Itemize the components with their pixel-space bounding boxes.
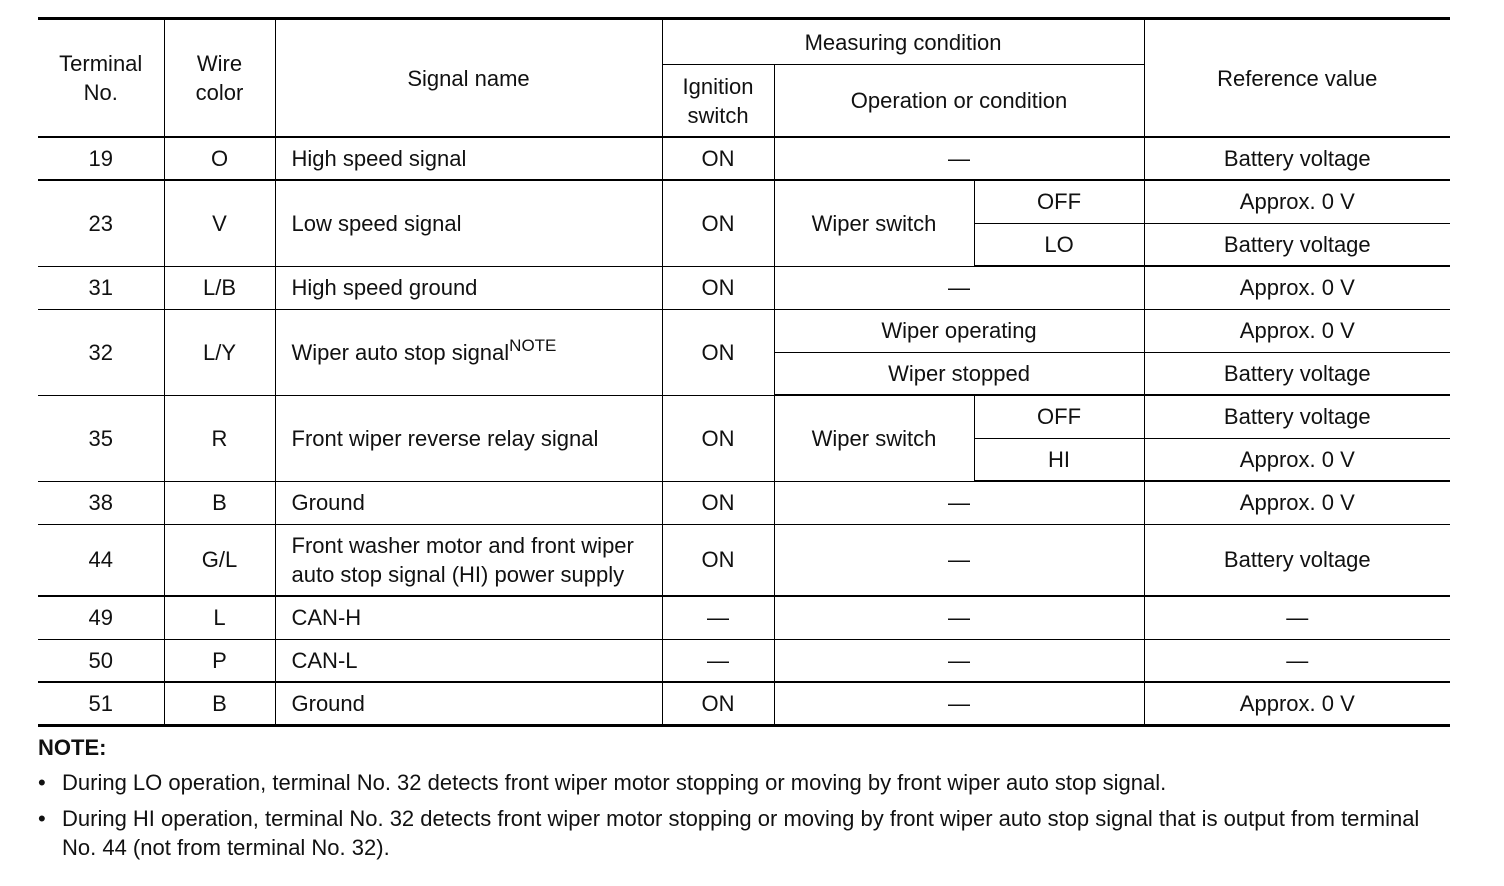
signal-name-cell: CAN-L bbox=[275, 639, 662, 682]
operation-cell: Wiper switch bbox=[774, 395, 974, 481]
operation-cell: — bbox=[774, 481, 1144, 524]
reference-cell: — bbox=[1144, 596, 1450, 639]
reference-cell: Battery voltage bbox=[1144, 524, 1450, 596]
table-row bbox=[38, 180, 1450, 223]
signal-name-cell: Ground bbox=[275, 682, 662, 725]
header-measuring-condition: Measuring condition bbox=[662, 19, 1144, 65]
signal-name-text: Wiper auto stop signal bbox=[291, 339, 510, 365]
terminal-cell: 50 bbox=[38, 639, 164, 682]
wire-color-cell: L/B bbox=[164, 266, 275, 309]
signal-name-cell bbox=[275, 524, 662, 596]
note-item bbox=[38, 804, 1444, 862]
reference-cell: — bbox=[1144, 639, 1450, 682]
table-row bbox=[38, 481, 1450, 524]
bullet-icon: • bbox=[38, 769, 46, 795]
ignition-cell: ON bbox=[662, 524, 774, 596]
note-text: During LO operation, terminal No. 32 detects front wiper motor stopping or moving by front wiper auto stop signal. bbox=[62, 769, 1167, 795]
wire-color-cell: B bbox=[164, 481, 275, 524]
wire-color-cell: V bbox=[164, 180, 275, 266]
signal-name-cell: CAN-H bbox=[275, 596, 662, 639]
terminal-cell: 23 bbox=[38, 180, 164, 266]
terminal-cell: 44 bbox=[38, 524, 164, 596]
header-reference-value: Reference value bbox=[1144, 19, 1450, 138]
wire-color-cell: P bbox=[164, 639, 275, 682]
operation-cell: — bbox=[774, 682, 1144, 725]
notes-section bbox=[38, 733, 1450, 862]
table-row bbox=[38, 137, 1450, 180]
signal-name-cell bbox=[275, 309, 662, 395]
reference-cell: Battery voltage bbox=[1144, 352, 1450, 395]
ignition-cell: ON bbox=[662, 481, 774, 524]
reference-cell: Approx. 0 V bbox=[1144, 438, 1450, 481]
signal-name-cell: Front wiper reverse relay signal bbox=[275, 395, 662, 481]
reference-cell: Battery voltage bbox=[1144, 395, 1450, 438]
terminal-cell: 35 bbox=[38, 395, 164, 481]
table-row bbox=[38, 309, 1450, 352]
terminal-reference-sheet bbox=[38, 17, 1450, 869]
operation-cell: Wiper switch bbox=[774, 180, 974, 266]
operation-cell: — bbox=[774, 266, 1144, 309]
terminal-cell: 19 bbox=[38, 137, 164, 180]
switch-state-cell: LO bbox=[974, 223, 1144, 266]
wire-color-cell: G/L bbox=[164, 524, 275, 596]
header-row bbox=[38, 19, 1450, 65]
signal-name-line: auto stop signal (HI) power supply bbox=[291, 561, 625, 587]
header-wire-color: Wire color bbox=[164, 19, 275, 138]
signal-name-cell: High speed signal bbox=[275, 137, 662, 180]
operation-cell: — bbox=[774, 524, 1144, 596]
terminal-cell: 32 bbox=[38, 309, 164, 395]
ignition-cell: — bbox=[662, 639, 774, 682]
condition-cell: Wiper stopped bbox=[774, 352, 1144, 395]
header-ignition-switch: Ignition switch bbox=[662, 65, 774, 138]
terminal-cell: 38 bbox=[38, 481, 164, 524]
bullet-icon: • bbox=[38, 805, 46, 831]
operation-cell: — bbox=[774, 596, 1144, 639]
wire-color-cell: B bbox=[164, 682, 275, 725]
ignition-cell: ON bbox=[662, 266, 774, 309]
table-row bbox=[38, 682, 1450, 725]
reference-cell: Battery voltage bbox=[1144, 223, 1450, 266]
ignition-cell: ON bbox=[662, 180, 774, 266]
header-signal-name: Signal name bbox=[275, 19, 662, 138]
operation-cell: — bbox=[774, 137, 1144, 180]
note-reference: NOTE bbox=[509, 335, 557, 355]
reference-cell: Battery voltage bbox=[1144, 137, 1450, 180]
reference-cell: Approx. 0 V bbox=[1144, 481, 1450, 524]
table-row bbox=[38, 266, 1450, 309]
wire-color-cell: L/Y bbox=[164, 309, 275, 395]
header-operation-or-condition: Operation or condition bbox=[774, 65, 1144, 138]
ignition-cell: ON bbox=[662, 395, 774, 481]
wire-color-cell: L bbox=[164, 596, 275, 639]
operation-cell: — bbox=[774, 639, 1144, 682]
ignition-cell: ON bbox=[662, 682, 774, 725]
wire-color-cell: R bbox=[164, 395, 275, 481]
table-row bbox=[38, 596, 1450, 639]
reference-cell: Approx. 0 V bbox=[1144, 309, 1450, 352]
table-row bbox=[38, 395, 1450, 438]
ignition-cell: ON bbox=[662, 309, 774, 395]
reference-cell: Approx. 0 V bbox=[1144, 180, 1450, 223]
signal-name-cell: High speed ground bbox=[275, 266, 662, 309]
terminal-cell: 51 bbox=[38, 682, 164, 725]
table-row bbox=[38, 524, 1450, 596]
condition-cell: Wiper operating bbox=[774, 309, 1144, 352]
terminal-cell: 49 bbox=[38, 596, 164, 639]
terminal-reference-table bbox=[38, 17, 1450, 727]
switch-state-cell: OFF bbox=[974, 180, 1144, 223]
ignition-cell: ON bbox=[662, 137, 774, 180]
wire-color-cell: O bbox=[164, 137, 275, 180]
switch-state-cell: HI bbox=[974, 438, 1144, 481]
signal-name-cell: Low speed signal bbox=[275, 180, 662, 266]
table-row bbox=[38, 639, 1450, 682]
note-item bbox=[38, 768, 1444, 797]
signal-name-cell: Ground bbox=[275, 481, 662, 524]
terminal-cell: 31 bbox=[38, 266, 164, 309]
switch-state-cell: OFF bbox=[974, 395, 1144, 438]
signal-name-line: Front washer motor and front wiper bbox=[291, 532, 634, 558]
ignition-cell: — bbox=[662, 596, 774, 639]
reference-cell: Approx. 0 V bbox=[1144, 266, 1450, 309]
note-text: During HI operation, terminal No. 32 detects front wiper motor stopping or moving by front wiper auto stop signal that is output from terminal No. 44 (not from terminal No. 32). bbox=[62, 805, 1420, 860]
notes-title: NOTE: bbox=[38, 734, 107, 760]
reference-cell: Approx. 0 V bbox=[1144, 682, 1450, 725]
header-terminal-no: Terminal No. bbox=[38, 19, 164, 138]
